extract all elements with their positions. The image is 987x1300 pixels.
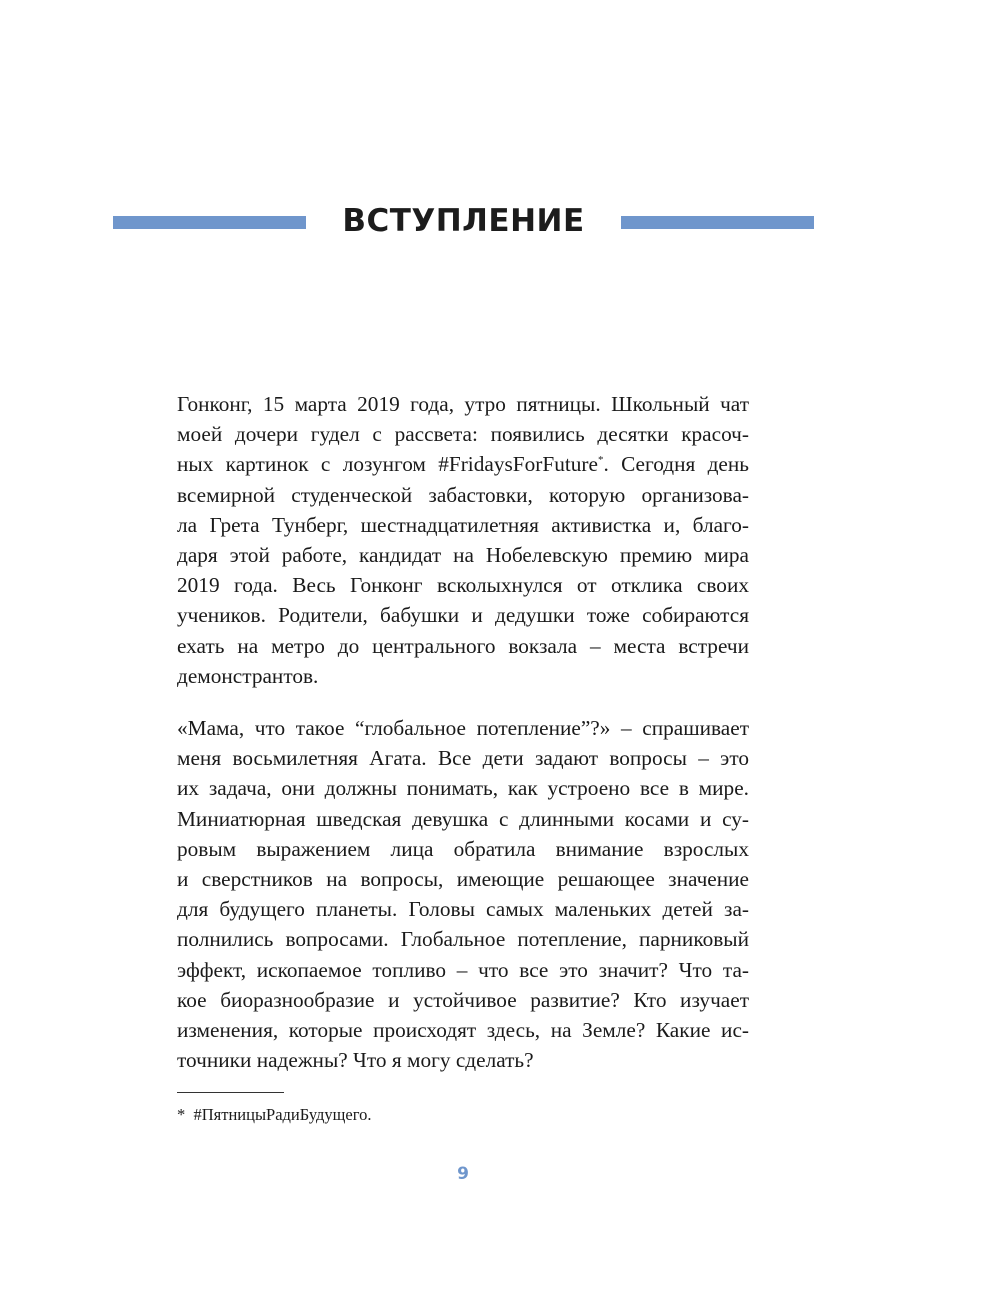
text-line: точники надежны? Что я могу сделать? bbox=[177, 1048, 534, 1073]
text-line: ла Грета Тунберг, шестнадцатилетняя активистка и, благо- bbox=[177, 512, 749, 537]
text-line: моей дочери гудел с рассвета: появились десятки красоч- bbox=[177, 422, 749, 447]
text-line: 2019 года. Весь Гонконг всколыхнулся от отклика своих bbox=[177, 573, 749, 598]
text-line: демонстрантов. bbox=[177, 663, 319, 688]
footnote-text: #ПятницыРадиБудущего. bbox=[193, 1105, 372, 1124]
text-line: учеников. Родители, бабушки и дедушки тоже собираются bbox=[177, 603, 749, 628]
chapter-title: ВСТУПЛЕНИЕ bbox=[342, 203, 585, 239]
text-line: ровым выражением лица обратила внимание взрослых bbox=[177, 836, 749, 861]
paragraph-2 bbox=[177, 713, 749, 1075]
text-line: полнились вопросами. Глобальное потепление, парниковый bbox=[177, 927, 749, 952]
text-line: всемирной студенческой забастовки, которую организова- bbox=[177, 482, 749, 507]
footnote-marker: * bbox=[177, 1105, 186, 1124]
text-fragment: . Сегодня день bbox=[603, 452, 749, 477]
title-decor-bar-left bbox=[113, 216, 306, 229]
text-line: даря этой работе, кандидат на Нобелевскую премию мира bbox=[177, 543, 749, 568]
text-line: «Мама, что такое “глобальное потепление”?» – спрашивает bbox=[177, 716, 749, 740]
text-line: Миниатюрная шведская девушка с длинными косами и су- bbox=[177, 806, 749, 831]
text-line: и сверстников на вопросы, имеющие решающее значение bbox=[177, 867, 749, 892]
footnote-marker[interactable]: * bbox=[597, 454, 604, 467]
title-decor-bar-right bbox=[621, 216, 814, 229]
text-line: Гонконг, 15 марта 2019 года, утро пятницы. Школьный чат bbox=[177, 392, 749, 416]
text-line: изменения, которые происходят здесь, на Земле? Какие ис- bbox=[177, 1018, 749, 1043]
footnote-divider bbox=[177, 1092, 284, 1093]
paragraph-1 bbox=[177, 389, 749, 691]
footnote bbox=[177, 1103, 371, 1127]
text-fragment: ных картинок с лозунгом #FridaysForFuture bbox=[177, 452, 598, 477]
page-number: 9 bbox=[457, 1164, 469, 1184]
text-line: меня восьмилетняя Агата. Все дети задают вопросы – это bbox=[177, 746, 749, 771]
chapter-heading bbox=[0, 196, 987, 246]
text-line-with-footnote bbox=[177, 449, 749, 479]
text-line: эффект, ископаемое топливо – что все это значит? Что та- bbox=[177, 957, 749, 982]
text-line: кое биоразнообразие и устойчивое развитие? Кто изучает bbox=[177, 987, 749, 1012]
text-line: для будущего планеты. Головы самых маленьких детей за- bbox=[177, 897, 749, 922]
text-line: ехать на метро до центрального вокзала – места встречи bbox=[177, 633, 749, 658]
text-line: их задача, они должны понимать, как устроено все в мире. bbox=[177, 776, 749, 801]
